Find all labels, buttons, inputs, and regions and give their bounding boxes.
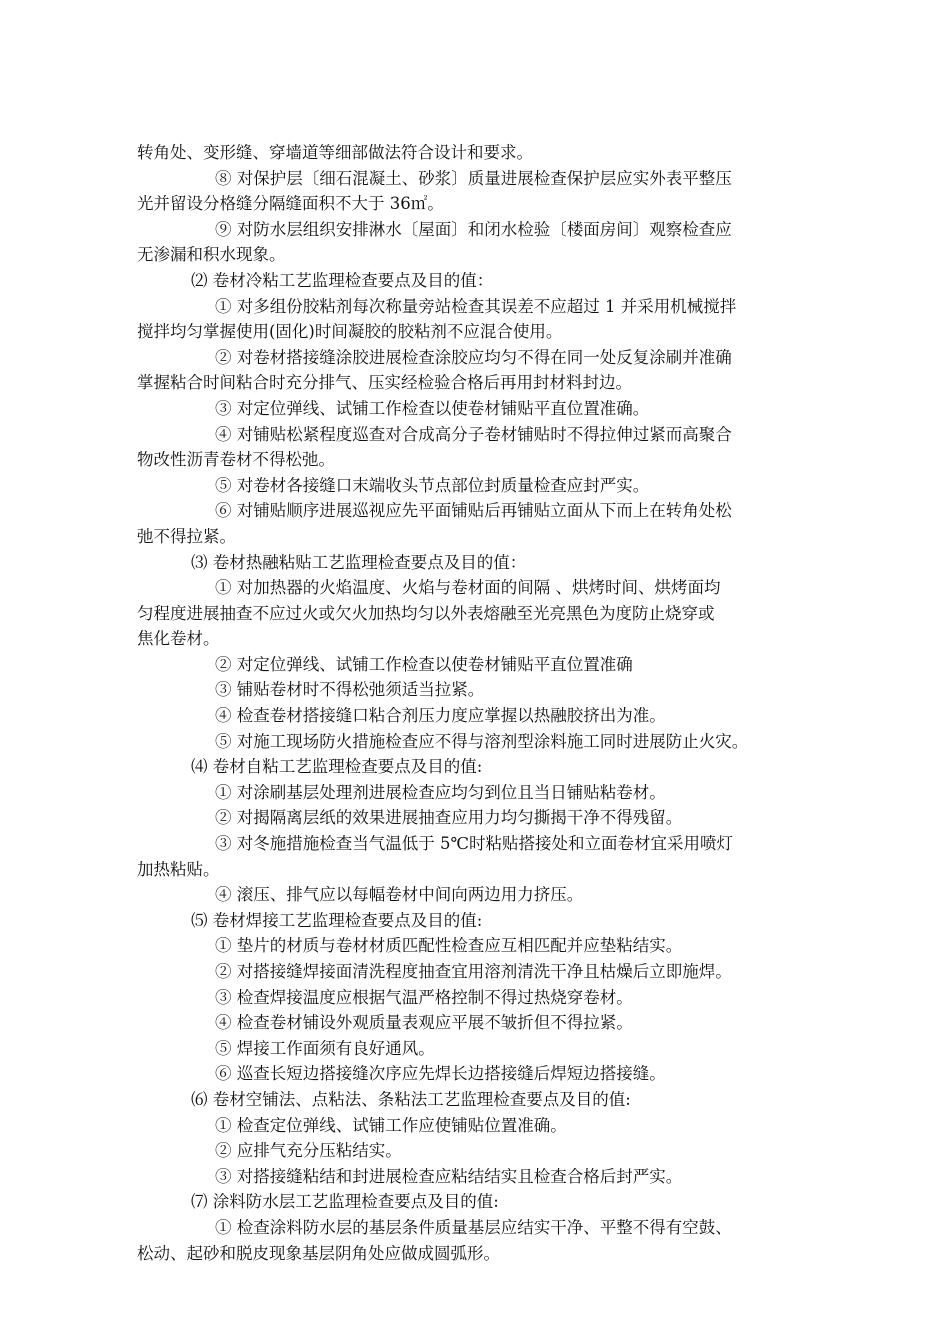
text-line: 光并留设分格缝分隔缝面积不大于 36㎡。 (137, 194, 444, 214)
text-line: 物改性沥青卷材不得松弛。 (137, 450, 335, 470)
text-line: ① 检查定位弹线、试铺工作应使铺贴位置准确。 (215, 1115, 567, 1135)
text-line: ③ 铺贴卷材时不得松弛须适当拉紧。 (215, 680, 485, 700)
text-line: 弛不得拉紧。 (137, 526, 236, 546)
text-line: ① 对涂刷基层处理剂进展检查应均匀到位且当日铺贴粘卷材。 (215, 782, 666, 802)
text-line: ① 对多组份胶粘剂每次称量旁站检查其误差不应超过 1 并采用机械搅拌 (215, 296, 737, 316)
text-line: ② 对定位弹线、试铺工作检查以使卷材铺贴平直位置准确 (215, 654, 633, 674)
text-line: 转角处、变形缝、穿墙道等细部做法符合设计和要求。 (137, 143, 533, 162)
text-line: 掌握粘合时间粘合时充分排气、压实经检验合格后再用封材料封边。 (137, 373, 632, 393)
text-line: ⑥ 巡查长短边搭接缝次序应先焊长边搭接缝后焊短边搭接缝。 (215, 1064, 666, 1084)
section-heading: ⑸ 卷材焊接工艺监理检查要点及目的值: (191, 910, 483, 930)
section-heading: ⑵ 卷材冷粘工艺监理检查要点及目的值： (191, 270, 494, 290)
text-line: 加热粘贴。 (137, 859, 220, 879)
text-line: ② 应排气充分压粘结实。 (215, 1141, 402, 1161)
text-line: ① 检查涂料防水层的基层条件质量基层应结实干净、平整不得有空鼓、 (215, 1217, 732, 1237)
text-line: ⑨ 对防水层组织安排淋水〔屋面〕和闭水检验〔楼面房间〕观察检查应 (215, 219, 732, 239)
text-line: ④ 检查卷材搭接缝口粘合剂压力度应掌握以热融胶挤出为准。 (215, 706, 666, 726)
text-line: 无渗漏和积水现象。 (137, 245, 286, 265)
text-line: ① 对加热器的火焰温度、火焰与卷材面的间隔 、烘烤时间、烘烤面均 (215, 578, 721, 598)
text-line: ② 对搭接缝焊接面清洗程度抽查宜用溶剂清洗干净且枯燥后立即施焊。 (215, 962, 732, 981)
text-line: ⑧ 对保护层〔细石混凝土、砂浆〕质量进展检查保护层应实外表平整压 (215, 168, 732, 188)
text-line: 搅拌均匀掌握使用(固化)时间凝胶的胶粘剂不应混合使用。 (137, 322, 563, 342)
body-text (137, 140, 827, 1266)
text-line: ④ 对铺贴松紧程度巡查对合成高分子卷材铺贴时不得拉伸过紧而高聚合 (215, 424, 732, 444)
section-heading: ⑷ 卷材自粘工艺监理检查要点及目的值: (191, 757, 483, 777)
text-line: ③ 检查焊接温度应根据气温严格控制不得过热烧穿卷材。 (215, 987, 633, 1007)
text-line: ③ 对冬施措施检查当气温低于 5℃时粘贴搭接处和立面卷材宜采用喷灯 (215, 834, 733, 854)
text-line: 松动、起砂和脱皮现象基层阴角处应做成圆弧形。 (137, 1243, 500, 1263)
text-line: ⑥ 对铺贴顺序进展巡视应先平面铺贴后再铺贴立面从下而上在转角处松 (215, 501, 732, 521)
text-line: ⑤ 对卷材各接缝口末端收头节点部位封质量检查应封严实。 (215, 475, 650, 495)
text-line: ③ 对定位弹线、试铺工作检查以使卷材铺贴平直位置准确。 (215, 398, 650, 418)
text-line: ⑤ 对施工现场防火措施检查应不得与溶剂型涂料施工同时进展防止火灾。 (215, 731, 749, 751)
text-line: ① 垫片的材质与卷材材质匹配性检查应互相匹配并应垫粘结实。 (215, 936, 683, 956)
section-heading: ⑺ 涂料防水层工艺监理检查要点及目的值: (191, 1192, 499, 1212)
text-line: ④ 检查卷材铺设外观质量表观应平展不皱折但不得拉紧。 (215, 1013, 633, 1033)
text-line: 焦化卷材。 (137, 629, 220, 649)
section-heading: ⑶ 卷材热融粘贴工艺监理检查要点及目的值： (191, 552, 527, 572)
section-heading: ⑹ 卷材空铺法、点粘法、条粘法工艺监理检查要点及目的值: (191, 1089, 631, 1109)
text-line: ⑤ 焊接工作面须有良好通风。 (215, 1038, 435, 1058)
text-line: 匀程度进展抽查不应过火或欠火加热均匀以外表熔融至光亮黑色为度防止烧穿或 (137, 603, 715, 623)
text-line: ③ 对搭接缝粘结和封进展检查应粘结结实且检查合格后封严实。 (215, 1166, 683, 1186)
text-line: ② 对揭隔离层纸的效果进展抽查应用力均匀撕揭干净不得残留。 (215, 808, 683, 828)
text-line: ② 对卷材搭接缝涂胶进展检查涂胶应均匀不得在同一处反复涂刷并准确 (215, 347, 732, 367)
text-line: ④ 滚压、排气应以每幅卷材中间向两边用力挤压。 (215, 885, 584, 905)
